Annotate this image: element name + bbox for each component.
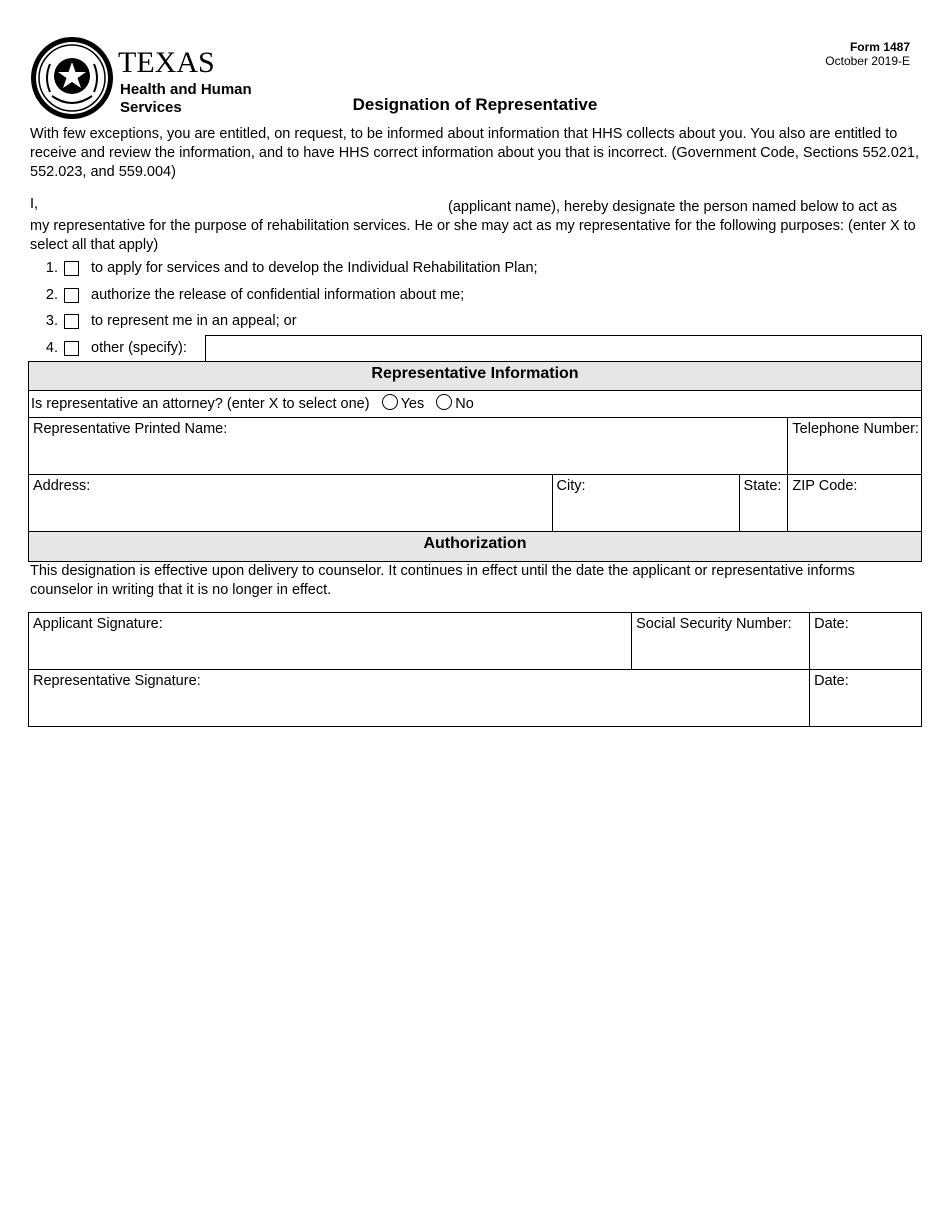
- zip-label: ZIP Code:: [792, 478, 858, 494]
- representative-date-label: Date:: [814, 673, 849, 689]
- svg-text:Health and Human: Health and Human: [120, 81, 252, 98]
- purpose-label: other (specify):: [91, 340, 187, 356]
- purpose-number: 1.: [45, 260, 58, 276]
- representative-name-label: Representative Printed Name:: [33, 421, 228, 437]
- purpose-label: to apply for services and to develop the Individual Rehabilitation Plan;: [91, 260, 538, 276]
- representative-date-field[interactable]: [810, 670, 922, 727]
- signature-table: [28, 612, 922, 727]
- authorization-text: This designation is effective upon delivery to counselor. It continues in effect until the date the applicant or representative informs counselor in writing that it is no longer in effect.: [30, 563, 855, 598]
- form-identifier: [825, 40, 910, 68]
- purpose-row-1: [30, 258, 538, 278]
- address-label: Address:: [33, 478, 91, 494]
- purpose-row-3: [30, 311, 297, 331]
- purpose-checkbox-4[interactable]: [64, 341, 79, 356]
- applicant-date-label: Date:: [814, 616, 849, 632]
- svg-text:TEXAS: TEXAS: [118, 46, 215, 79]
- zip-field[interactable]: [788, 475, 922, 532]
- attorney-yes-radio[interactable]: [382, 394, 398, 410]
- purpose-label: to represent me in an appeal; or: [91, 313, 297, 329]
- form-number: Form 1487: [849, 40, 910, 54]
- designation-paragraph: (applicant name), hereby designate the person named below to act as my representative for the purpose of rehabilitation services. He or she may act as my representative for the following purposes: (enter X to select all that apply): [30, 199, 916, 253]
- designation-i-label: I,: [30, 196, 39, 212]
- representative-info-heading: Representative Information: [29, 362, 922, 391]
- applicant-signature-label: Applicant Signature:: [33, 616, 163, 632]
- attorney-no-radio[interactable]: [436, 394, 452, 410]
- form-date: October 2019-E: [825, 54, 910, 68]
- attorney-yes-label: Yes: [400, 396, 425, 412]
- attorney-question: Is representative an attorney? (enter X to select one): [31, 396, 370, 412]
- purpose-checkbox-1[interactable]: [64, 261, 79, 276]
- attorney-question-row: [29, 391, 922, 418]
- applicant-signature-field[interactable]: [29, 613, 632, 670]
- ssn-field[interactable]: [632, 613, 810, 670]
- purpose-checkbox-2[interactable]: [64, 288, 79, 303]
- purpose-number: 2.: [45, 287, 58, 303]
- purpose-label: authorize the release of confidential information about me;: [91, 287, 465, 303]
- representative-signature-label: Representative Signature:: [33, 673, 201, 689]
- applicant-date-field[interactable]: [810, 613, 922, 670]
- purpose-number: 4.: [45, 340, 58, 356]
- telephone-label: Telephone Number:: [792, 421, 919, 437]
- other-specify-input[interactable]: [205, 335, 922, 361]
- purpose-number: 3.: [45, 313, 58, 329]
- purpose-row-4: [30, 338, 187, 358]
- purpose-row-2: [30, 285, 464, 305]
- representative-info-table: [28, 361, 922, 562]
- purpose-checkbox-3[interactable]: [64, 314, 79, 329]
- state-label: State:: [743, 478, 782, 494]
- representative-name-field[interactable]: [29, 418, 788, 475]
- page-title: Designation of Representative: [352, 95, 598, 114]
- attorney-no-label: No: [455, 396, 474, 412]
- svg-text:Services: Services: [120, 99, 182, 116]
- city-field[interactable]: [552, 475, 739, 532]
- address-field[interactable]: [29, 475, 553, 532]
- telephone-field[interactable]: [788, 418, 922, 475]
- authorization-heading: Authorization: [29, 532, 922, 562]
- ssn-label: Social Security Number:: [636, 616, 792, 632]
- state-field[interactable]: [739, 475, 788, 532]
- city-label: City:: [556, 478, 586, 494]
- representative-signature-field[interactable]: [29, 670, 810, 727]
- intro-paragraph: With few exceptions, you are entitled, on request, to be informed about information that HHS collects about you. You also are entitled to receive and review the information, and to have HHS correct information about you that is incorrect. (Government Code, Sections 552.021, 552.023, and 559.004): [30, 126, 919, 180]
